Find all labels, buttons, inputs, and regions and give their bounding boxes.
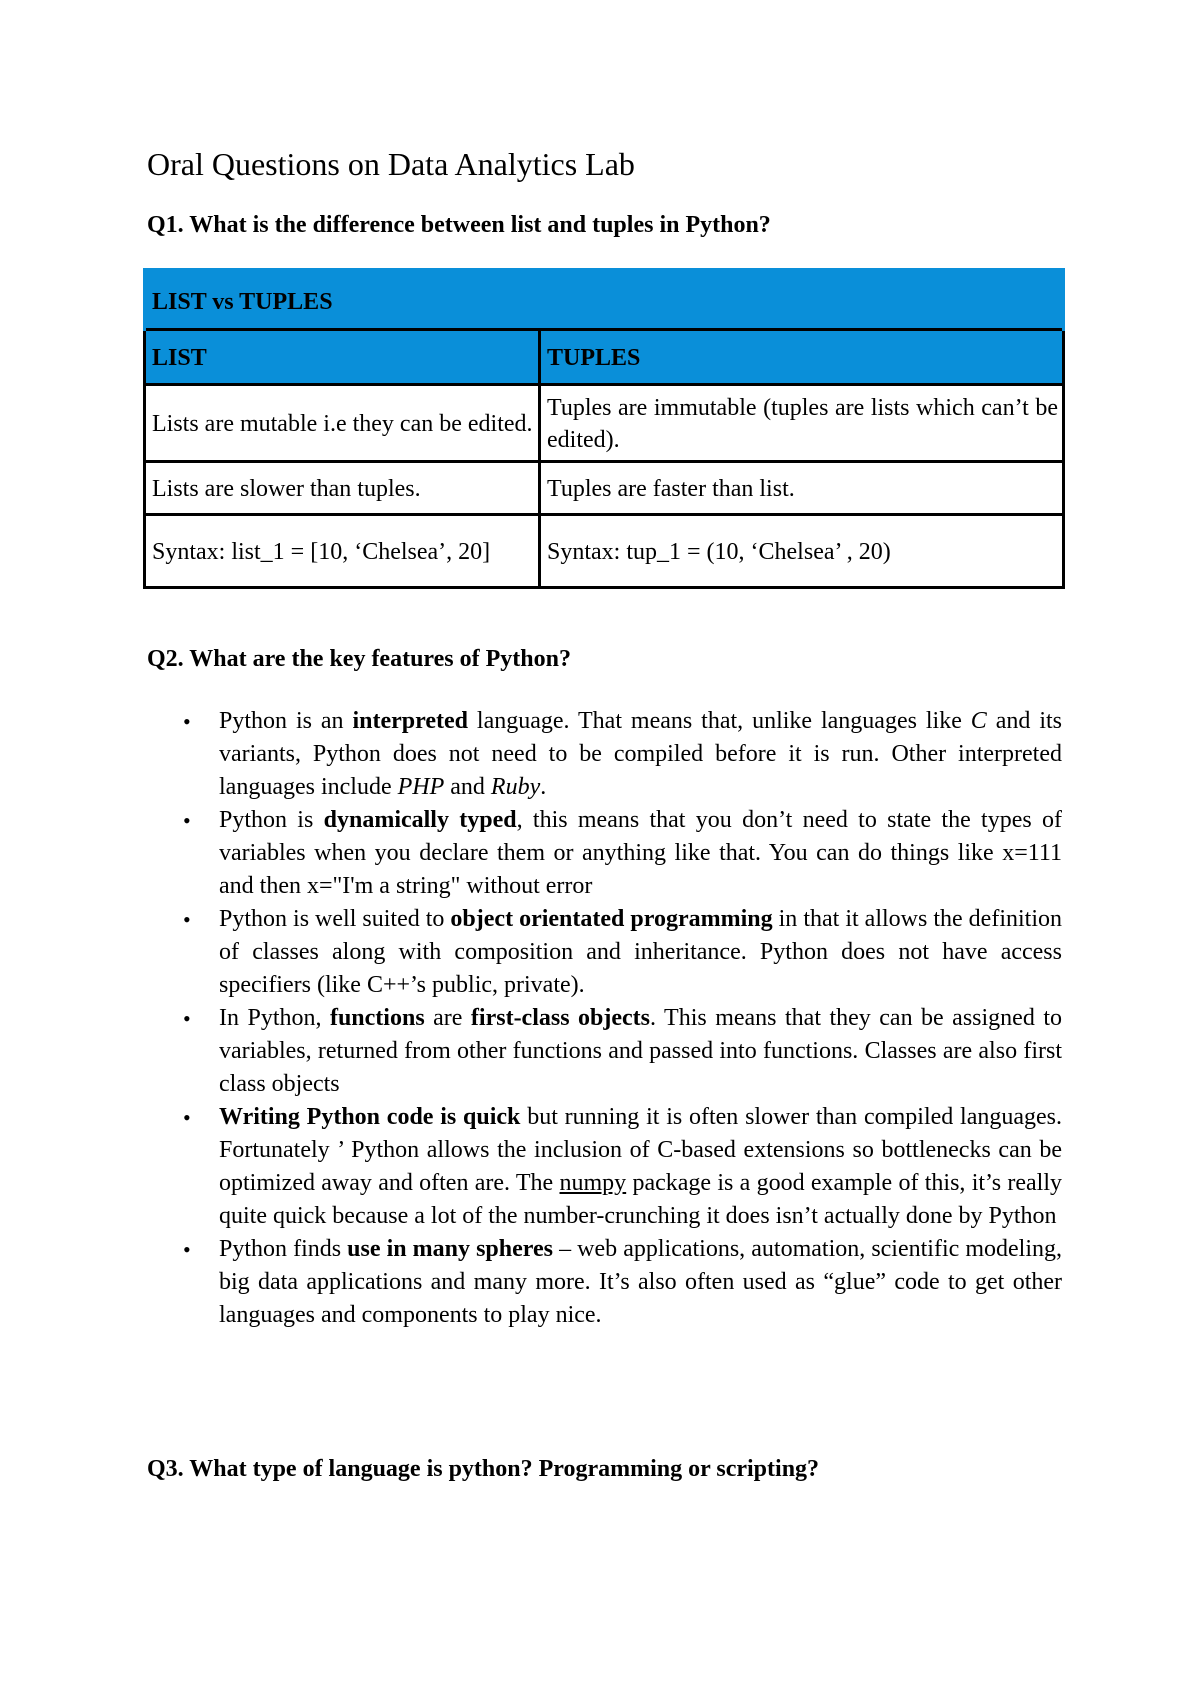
bold-term: interpreted <box>352 708 468 734</box>
bullet-icon: • <box>183 808 191 833</box>
list-item: • Python finds use in many spheres – web applications, automation, scientific modeling, big data applications and many more. It’s also often used as “glue” code to get other languages and components to play nice. <box>147 1233 1062 1332</box>
bold-term: first-class objects <box>470 1005 651 1031</box>
italic-term: C <box>970 708 987 734</box>
python-features-list <box>147 705 1062 1332</box>
question-2: Q2. What are the key features of Python? <box>147 646 571 672</box>
table-header-row <box>145 330 1064 385</box>
table-header-list: LIST <box>145 330 540 385</box>
list-vs-tuples-table <box>143 268 1065 589</box>
table-caption: LIST vs TUPLES <box>145 268 1064 330</box>
list-item: • Python is well suited to object orientated programming in that it allows the definition of classes along with composition and inheritance. Python does not have access specifiers (like C++’s public, private). <box>147 903 1062 1002</box>
bold-term: dynamically typed <box>323 807 517 833</box>
table-cell: Syntax: list_1 = [10, ‘Chelsea’, 20] <box>145 515 540 588</box>
bold-term: object orientated programming <box>450 906 773 932</box>
table-row <box>145 385 1064 462</box>
table-header-tuples: TUPLES <box>540 330 1064 385</box>
table-caption-row <box>145 268 1064 330</box>
question-1: Q1. What is the difference between list and tuples in Python? <box>147 212 771 238</box>
table-row <box>145 515 1064 588</box>
table-cell: Lists are mutable i.e they can be edited. <box>145 385 540 462</box>
bullet-icon: • <box>183 1237 191 1262</box>
list-item: • Python is dynamically typed, this means that you don’t need to state the types of variables when you declare them or anything like that. You can do things like x=111 and then x="I'm a string" without error <box>147 804 1062 903</box>
italic-term: Ruby <box>490 774 541 800</box>
numpy-link: numpy <box>559 1170 627 1196</box>
bold-term: Writing Python code is quick <box>219 1104 521 1130</box>
table-cell: Syntax: tup_1 = (10, ‘Chelsea’ , 20) <box>540 515 1064 588</box>
list-item: • Python is an interpreted language. That means that, unlike languages like C and its variants, Python does not need to be compiled before it is run. Other interpreted languages include PHP and Ruby. <box>147 705 1062 804</box>
italic-term: PHP <box>397 774 445 800</box>
question-3: Q3. What type of language is python? Programming or scripting? <box>147 1456 820 1482</box>
bullet-icon: • <box>183 1006 191 1031</box>
table-cell: Lists are slower than tuples. <box>145 462 540 515</box>
table-row <box>145 462 1064 515</box>
bullet-icon: • <box>183 709 191 734</box>
bullet-icon: • <box>183 1105 191 1130</box>
document-title: Oral Questions on Data Analytics Lab <box>147 146 635 182</box>
table-cell: Tuples are immutable (tuples are lists which can’t be edited). <box>540 385 1064 462</box>
list-item: • Writing Python code is quick but running it is often slower than compiled languages. Fortunately ’ Python allows the inclusion of C-based extensions so bottlenecks can be optimized away and often are. The numpy package is a good example of this, it’s really quite quick because a lot of the number-crunching it does isn’t actually done by Python <box>147 1101 1062 1233</box>
bold-term: use in many spheres <box>347 1236 553 1262</box>
bullet-icon: • <box>183 907 191 932</box>
table-cell: Tuples are faster than list. <box>540 462 1064 515</box>
list-item: • In Python, functions are first-class objects. This means that they can be assigned to variables, returned from other functions and passed into functions. Classes are also first class objects <box>147 1002 1062 1101</box>
bold-term: functions <box>329 1005 425 1031</box>
